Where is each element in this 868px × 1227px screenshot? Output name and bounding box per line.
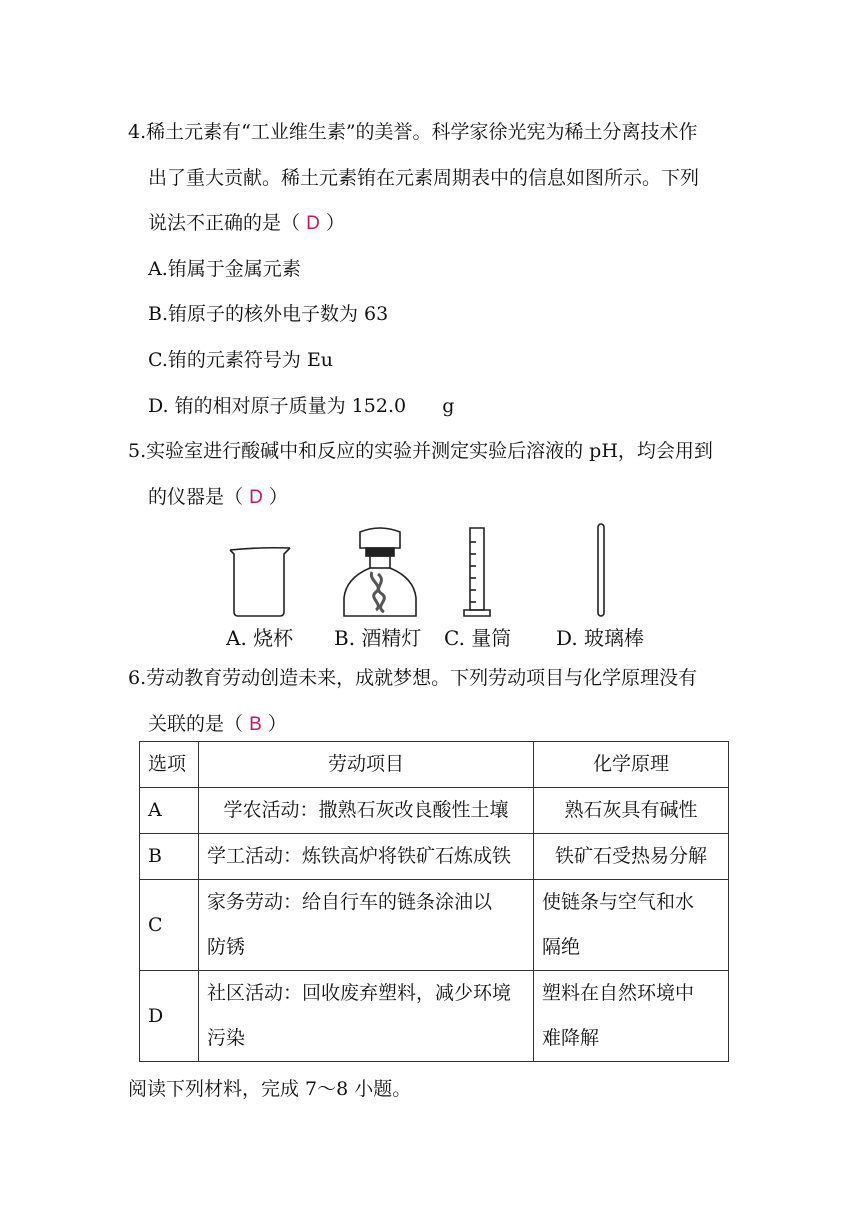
table-header-row: [140, 742, 729, 788]
q6-stem-prefix: 关联的是（: [148, 713, 244, 735]
reading-instruction: 阅读下列材料，完成 7～8 小题。: [128, 1078, 412, 1100]
q5-line-1: 5.实验室进行酸碱中和反应的实验并测定实验后溶液的 pH，均会用到: [128, 440, 713, 462]
row-principle-line-2: 隔绝: [542, 936, 581, 958]
q6-answer: B: [249, 714, 262, 735]
header-principle: 化学原理: [534, 742, 729, 788]
table-row: [140, 880, 729, 971]
table-row: [140, 971, 729, 1062]
row-option: B: [140, 834, 199, 880]
row-project-line-1: 社区活动：回收废弃塑料，减少环境: [207, 982, 512, 1004]
row-project: [199, 971, 534, 1062]
row-principle-line-1: 使链条与空气和水: [542, 891, 695, 913]
row-project-line-1: 家务劳动：给自行车的链条涂油以: [207, 891, 493, 913]
q4-option-c: C.铕的元素符号为 Eu: [148, 349, 334, 371]
row-principle-line-1: 塑料在自然环境中: [542, 982, 695, 1004]
q4-option-b: B.铕原子的核外电子数为 63: [148, 303, 389, 325]
q5-stem-suffix: ）: [268, 486, 288, 508]
row-option: D: [140, 971, 199, 1062]
q4-option-d: D. 铕的相对原子质量为 152.0 g: [148, 395, 455, 417]
q4-stem-suffix: ）: [325, 212, 345, 234]
header-option: 选项: [140, 742, 199, 788]
label-alcohol-lamp: B. 酒精灯: [334, 626, 422, 650]
label-graduated-cylinder: C. 量筒: [444, 626, 512, 650]
row-principle: [534, 880, 729, 971]
row-project: 学农活动：撒熟石灰改良酸性土壤: [199, 788, 534, 834]
label-glass-rod: D. 玻璃棒: [556, 626, 645, 650]
row-principle: [534, 971, 729, 1062]
row-option: C: [140, 880, 199, 971]
row-option: A: [140, 788, 199, 834]
q4-line-2: 出了重大贡献。稀土元素铕在元素周期表中的信息如图所示。下列: [148, 167, 700, 189]
labor-chemistry-table: [139, 741, 729, 1062]
q4-answer: D: [306, 213, 320, 234]
q6-line-2: [148, 709, 287, 736]
header-project: 劳动项目: [199, 742, 534, 788]
graduated-cylinder-illustration: [464, 528, 490, 616]
q4-line-3: [148, 208, 345, 235]
q6-line-1: 6.劳动教育劳动创造未来，成就梦想。下列劳动项目与化学原理没有: [128, 667, 698, 689]
q5-stem-prefix: 的仪器是（: [148, 486, 244, 508]
alcohol-lamp-illustration: [344, 528, 416, 616]
row-principle: 铁矿石受热易分解: [534, 834, 729, 880]
q5-line-2: [148, 482, 288, 509]
table-row: [140, 788, 729, 834]
glass-rod-illustration: [598, 524, 604, 616]
beaker-illustration: [230, 548, 290, 616]
label-beaker: A. 烧杯: [226, 626, 294, 650]
q5-answer: D: [249, 487, 263, 508]
apparatus-figure: [220, 522, 660, 622]
row-project-line-2: 防锈: [207, 936, 246, 958]
table-row: [140, 834, 729, 880]
row-project-line-2: 污染: [207, 1027, 246, 1049]
q4-line-1: 4.稀土元素有“工业维生素”的美誉。科学家徐光宪为稀土分离技术作: [128, 121, 698, 143]
row-principle: 熟石灰具有碱性: [534, 788, 729, 834]
q4-option-a: A.铕属于金属元素: [148, 258, 301, 280]
row-principle-line-2: 难降解: [542, 1027, 600, 1049]
q6-stem-suffix: ）: [267, 713, 287, 735]
q4-stem-prefix: 说法不正确的是（: [148, 212, 301, 234]
row-project: 学工活动：炼铁高炉将铁矿石炼成铁: [199, 834, 534, 880]
row-project: [199, 880, 534, 971]
